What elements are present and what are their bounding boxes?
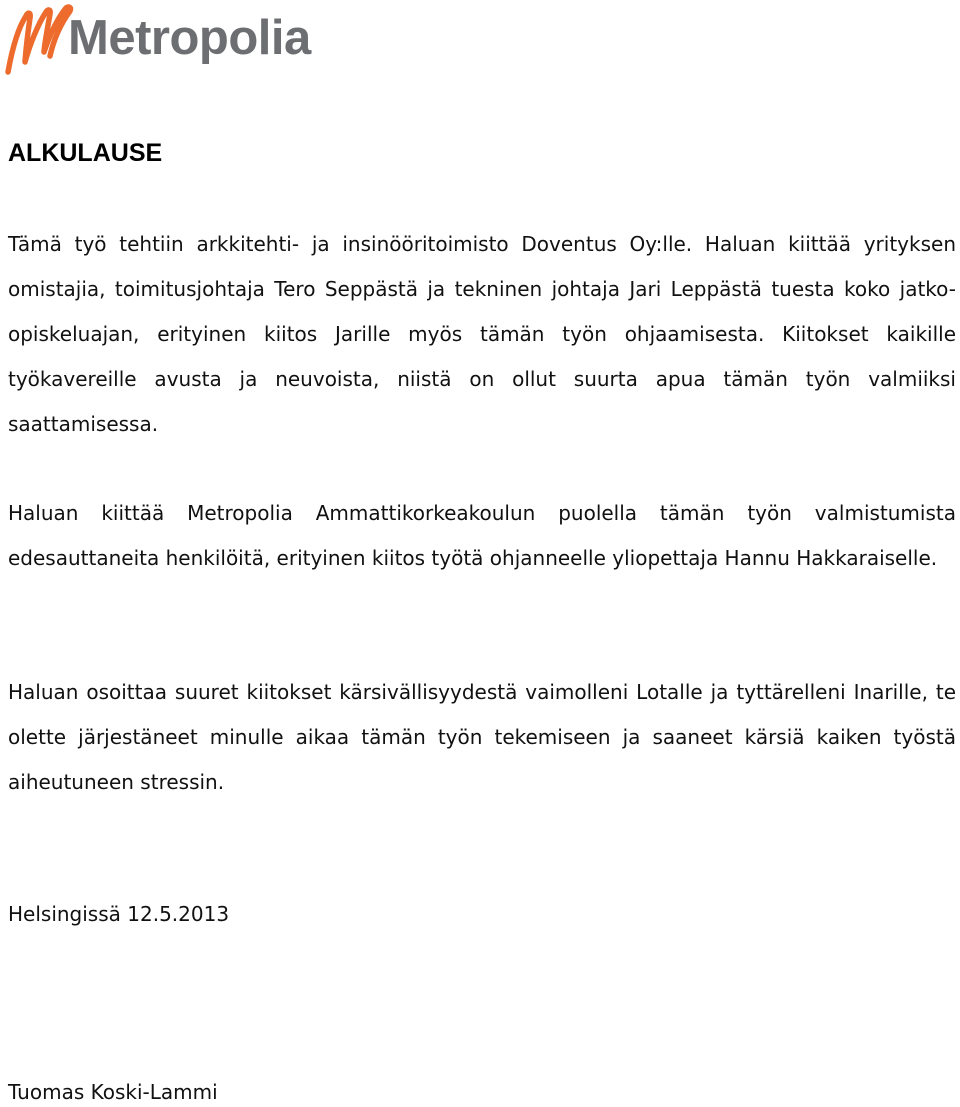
metropolia-logo: [4, 2, 334, 78]
paragraph-2: Haluan kiittää Metropolia Ammattikorkeakoulun puolella tämän työn valmistumista edesauttaneita henkilöitä, erityinen kiitos työtä ohjanneelle yliopettaja Hannu Hakkaraiselle.: [8, 501, 956, 570]
place-date: Helsingissä 12.5.2013: [8, 902, 230, 926]
page-title: ALKULAUSE: [8, 139, 163, 167]
author-name: Tuomas Koski-Lammi: [8, 1080, 218, 1104]
logo-wordmark: Metropolia: [68, 11, 311, 65]
paragraph-3: Haluan osoittaa suuret kiitokset kärsivällisyydestä vaimolleni Lotalle ja tyttärelleni Inarille, te olette järjestäneet minulle aikaa tämän työn tekemiseen ja saaneet kärsiä kaiken työstä aiheutuneen stressin.: [8, 680, 956, 794]
metropolia-swoosh-icon: [4, 2, 74, 78]
paragraph-1: Tämä työ tehtiin arkkitehti- ja insinööritoimisto Doventus Oy:lle. Haluan kiittää yrityksen omistajia, toimitusjohtaja Tero Seppästä ja tekninen johtaja Jari Leppästä tuesta koko jatko-opiskeluajan, erityinen kiitos Jarille myös tämän työn ohjaamisesta. Kiitokset kaikille työkavereille avusta ja neuvoista, niistä on ollut suurta apua tämän työn valmiiksi saattamisessa.: [8, 232, 956, 436]
